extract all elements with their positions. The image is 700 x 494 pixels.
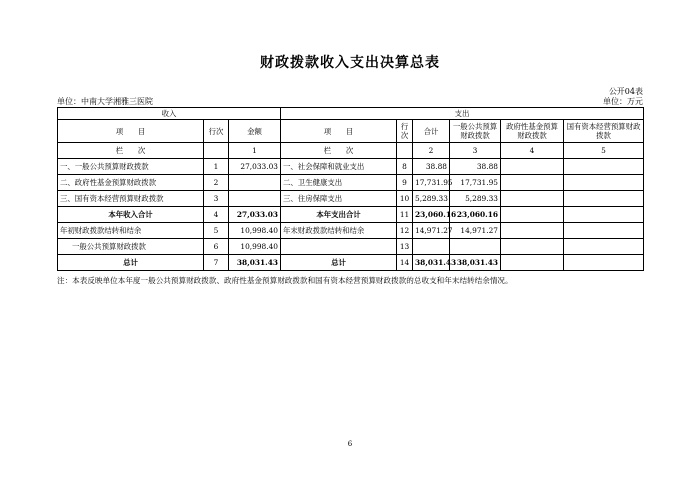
column-index-row bbox=[58, 143, 644, 159]
gov-fund-cell bbox=[501, 207, 564, 223]
expense-row-no-cell: 8 bbox=[397, 159, 413, 175]
income-row-no-cell: 5 bbox=[204, 223, 229, 239]
expense-item-cell: 三、住房保障支出 bbox=[281, 191, 397, 207]
column-label: 栏 次 bbox=[58, 143, 204, 159]
form-number: 公开04表 bbox=[608, 87, 643, 96]
table-note: 注：本表反映单位本年度一般公共预算财政拨款、政府性基金预算财政拨款和国有资本经营预算财政拨款的总收支和年末结转结余情况。 bbox=[57, 276, 513, 285]
state-capital-cell bbox=[564, 175, 644, 191]
income-amount-cell bbox=[229, 175, 281, 191]
page-title: 财政拨款收入支出决算总表 bbox=[260, 55, 440, 71]
expense-row-no-cell: 13 bbox=[397, 239, 413, 255]
expense-header: 支出 bbox=[281, 108, 644, 120]
table-row bbox=[58, 207, 644, 223]
column-label: 栏 次 bbox=[281, 143, 397, 159]
state-capital-cell bbox=[564, 207, 644, 223]
income-header: 收入 bbox=[58, 108, 281, 120]
expense-total-cell: 23,060.16 bbox=[413, 207, 450, 223]
state-capital-cell bbox=[564, 255, 644, 271]
income-item-header: 项 目 bbox=[58, 120, 204, 143]
gov-fund-cell bbox=[501, 255, 564, 271]
income-amount-cell bbox=[229, 191, 281, 207]
table-header-row bbox=[58, 108, 644, 120]
expense-row-no-cell: 9 bbox=[397, 175, 413, 191]
page-number: 6 bbox=[347, 440, 353, 448]
expense-total-cell: 5,289.33 bbox=[413, 191, 450, 207]
column-index: 1 bbox=[229, 143, 281, 159]
table-row bbox=[58, 223, 644, 239]
table-row bbox=[58, 255, 644, 271]
income-row-no-cell: 6 bbox=[204, 239, 229, 255]
general-budget-cell bbox=[450, 239, 501, 255]
income-item-cell: 一、一般公共预算财政拨款 bbox=[58, 159, 204, 175]
gov-fund-cell bbox=[501, 239, 564, 255]
table-header-row bbox=[58, 120, 644, 143]
income-amount-cell: 27,033.03 bbox=[229, 207, 281, 223]
general-budget-cell: 38.88 bbox=[450, 159, 501, 175]
gov-fund-cell bbox=[501, 175, 564, 191]
expense-item-cell: 一、社会保障和就业支出 bbox=[281, 159, 397, 175]
expense-item-cell: 二、卫生健康支出 bbox=[281, 175, 397, 191]
column-index: 3 bbox=[450, 143, 501, 159]
expense-item-cell: 本年支出合计 bbox=[281, 207, 397, 223]
table-row bbox=[58, 239, 644, 255]
general-budget-cell: 38,031.43 bbox=[450, 255, 501, 271]
income-amount-header: 金额 bbox=[229, 120, 281, 143]
expense-total-cell: 17,731.95 bbox=[413, 175, 450, 191]
budget-summary-table bbox=[57, 107, 644, 271]
income-amount-cell: 38,031.43 bbox=[229, 255, 281, 271]
expense-total-cell bbox=[413, 239, 450, 255]
table-row bbox=[58, 175, 644, 191]
expense-item-cell: 总计 bbox=[281, 255, 397, 271]
general-budget-cell: 23,060.16 bbox=[450, 207, 501, 223]
expense-row-no-cell: 12 bbox=[397, 223, 413, 239]
column-index: 5 bbox=[564, 143, 644, 159]
general-budget-cell: 17,731.95 bbox=[450, 175, 501, 191]
income-row-no-cell: 3 bbox=[204, 191, 229, 207]
gov-fund-cell bbox=[501, 191, 564, 207]
state-capital-cell bbox=[564, 239, 644, 255]
income-row-no-header: 行次 bbox=[204, 120, 229, 143]
gov-fund-header: 政府性基金预算财政拨款 bbox=[501, 120, 564, 143]
income-item-cell: 本年收入合计 bbox=[58, 207, 204, 223]
expense-row-no-cell: 11 bbox=[397, 207, 413, 223]
expense-total-cell: 38,031.43 bbox=[413, 255, 450, 271]
expense-row-no-cell: 10 bbox=[397, 191, 413, 207]
income-row-no-cell: 4 bbox=[204, 207, 229, 223]
general-budget-cell: 14,971.27 bbox=[450, 223, 501, 239]
income-amount-cell: 27,033.03 bbox=[229, 159, 281, 175]
income-item-cell: 一般公共预算财政拨款 bbox=[58, 239, 204, 255]
column-index: 4 bbox=[501, 143, 564, 159]
income-amount-cell: 10,998.40 bbox=[229, 223, 281, 239]
gov-fund-cell bbox=[501, 159, 564, 175]
income-row-no-cell: 1 bbox=[204, 159, 229, 175]
state-capital-cell bbox=[564, 191, 644, 207]
income-amount-cell: 10,998.40 bbox=[229, 239, 281, 255]
income-item-cell: 总计 bbox=[58, 255, 204, 271]
general-budget-header: 一般公共预算财政拨款 bbox=[450, 120, 501, 143]
gov-fund-cell bbox=[501, 223, 564, 239]
expense-item-cell: 年末财政拨款结转和结余 bbox=[281, 223, 397, 239]
income-row-no-cell: 7 bbox=[204, 255, 229, 271]
expense-total-cell: 14,971.27 bbox=[413, 223, 450, 239]
reporting-unit: 单位：中南大学湘雅三医院 bbox=[57, 97, 153, 106]
expense-total-header: 合计 bbox=[413, 120, 450, 143]
expense-row-no-header: 行次 bbox=[397, 120, 413, 143]
general-budget-cell: 5,289.33 bbox=[450, 191, 501, 207]
column-index: 2 bbox=[413, 143, 450, 159]
state-capital-header: 国有资本经营预算财政拨款 bbox=[564, 120, 644, 143]
income-row-no-cell: 2 bbox=[204, 175, 229, 191]
amount-unit: 单位：万元 bbox=[603, 97, 643, 106]
expense-item-header: 项 目 bbox=[281, 120, 397, 143]
income-item-cell: 二、政府性基金预算财政拨款 bbox=[58, 175, 204, 191]
expense-row-no-cell: 14 bbox=[397, 255, 413, 271]
table-row bbox=[58, 191, 644, 207]
income-item-cell: 年初财政拨款结转和结余 bbox=[58, 223, 204, 239]
state-capital-cell bbox=[564, 223, 644, 239]
state-capital-cell bbox=[564, 159, 644, 175]
expense-total-cell: 38.88 bbox=[413, 159, 450, 175]
income-item-cell: 三、国有资本经营预算财政拨款 bbox=[58, 191, 204, 207]
table-row bbox=[58, 159, 644, 175]
expense-item-cell bbox=[281, 239, 397, 255]
